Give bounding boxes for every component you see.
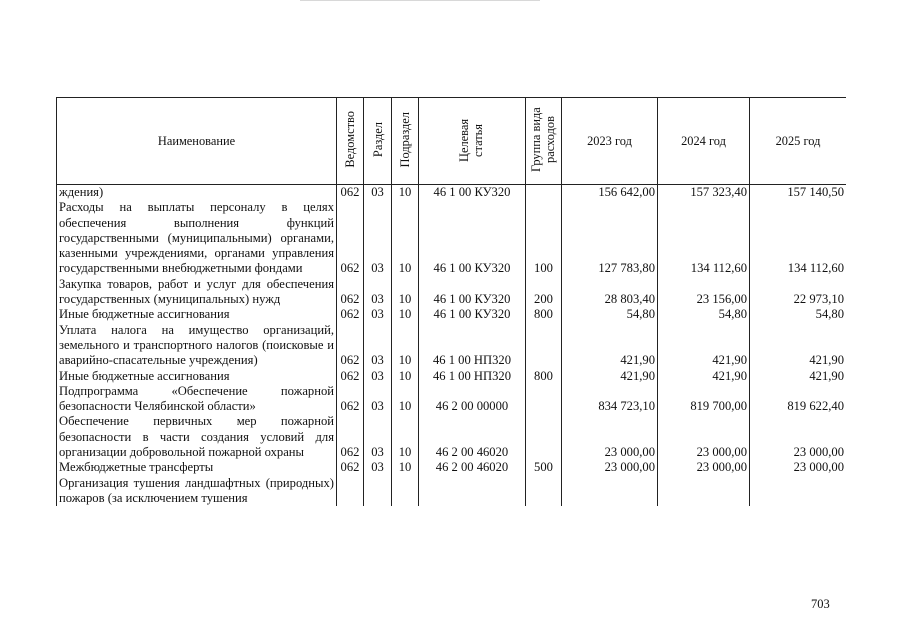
table-row — [57, 277, 847, 308]
cell-2024 — [658, 476, 750, 507]
cell-name: Уплата налога на имущество организаций, земельного и транспортного налогов (поисковые и аварийно-спасательные учреждения) — [57, 323, 337, 369]
budget-table-container — [56, 97, 846, 585]
cell-name: Межбюджетные трансферты — [57, 460, 337, 475]
scan-artifact-line — [300, 0, 540, 1]
cell-dept: 062 — [337, 414, 364, 460]
header-section: Раздел — [364, 98, 392, 185]
cell-group — [526, 414, 562, 460]
cell-name: Обеспечение первичных мер пожарной безопасности в части создания условий для организации добровольной пожарной охраны — [57, 414, 337, 460]
cell-group — [526, 185, 562, 201]
budget-table — [56, 97, 846, 506]
cell-target: 46 1 00 КУ320 — [419, 307, 526, 322]
cell-subsection: 10 — [392, 414, 419, 460]
cell-group: 800 — [526, 369, 562, 384]
cell-2023: 156 642,00 — [562, 185, 658, 201]
cell-name: Закупка товаров, работ и услуг для обеспечения государственных (муниципальных) нужд — [57, 277, 337, 308]
page-number: 703 — [811, 597, 830, 611]
cell-section: 03 — [364, 369, 392, 384]
cell-subsection: 10 — [392, 369, 419, 384]
cell-group: 200 — [526, 277, 562, 308]
table-body — [57, 185, 847, 507]
cell-subsection: 10 — [392, 307, 419, 322]
header-2025: 2025 год — [750, 98, 847, 185]
cell-dept: 062 — [337, 185, 364, 201]
cell-2023: 127 783,80 — [562, 200, 658, 276]
cell-2023: 23 000,00 — [562, 460, 658, 475]
cell-subsection — [392, 476, 419, 507]
cell-2023: 421,90 — [562, 369, 658, 384]
cell-section: 03 — [364, 277, 392, 308]
cell-2025 — [750, 476, 847, 507]
cell-target — [419, 476, 526, 507]
cell-name: Подпрограмма «Обеспечение пожарной безопасности Челябинской области» — [57, 384, 337, 415]
cell-name: Расходы на выплаты персоналу в целях обеспечения выполнения функций государственными (муниципальными) органами, казенными учреждениями, органами управления государственными внебюджетными фондами — [57, 200, 337, 276]
cell-2025: 819 622,40 — [750, 384, 847, 415]
cell-group — [526, 323, 562, 369]
table-row — [57, 414, 847, 460]
cell-section: 03 — [364, 323, 392, 369]
cell-target: 46 1 00 КУ320 — [419, 200, 526, 276]
cell-2024: 134 112,60 — [658, 200, 750, 276]
cell-2024: 819 700,00 — [658, 384, 750, 415]
cell-2023: 23 000,00 — [562, 414, 658, 460]
cell-dept: 062 — [337, 384, 364, 415]
cell-2024: 421,90 — [658, 323, 750, 369]
cell-2024: 421,90 — [658, 369, 750, 384]
cell-2023 — [562, 476, 658, 507]
cell-section: 03 — [364, 185, 392, 201]
cell-2025: 54,80 — [750, 307, 847, 322]
cell-subsection: 10 — [392, 384, 419, 415]
cell-target: 46 2 00 46020 — [419, 460, 526, 475]
cell-target: 46 2 00 00000 — [419, 384, 526, 415]
cell-dept: 062 — [337, 307, 364, 322]
cell-subsection: 10 — [392, 185, 419, 201]
header-2023: 2023 год — [562, 98, 658, 185]
cell-target: 46 2 00 46020 — [419, 414, 526, 460]
cell-2025: 421,90 — [750, 323, 847, 369]
cell-2023: 421,90 — [562, 323, 658, 369]
cell-target: 46 1 00 КУ320 — [419, 185, 526, 201]
cell-section: 03 — [364, 384, 392, 415]
table-row — [57, 460, 847, 475]
cell-2025: 23 000,00 — [750, 414, 847, 460]
table-row — [57, 323, 847, 369]
cell-2024: 23 000,00 — [658, 460, 750, 475]
header-subsection: Подраздел — [392, 98, 419, 185]
cell-section: 03 — [364, 307, 392, 322]
cell-dept: 062 — [337, 323, 364, 369]
cell-2024: 157 323,40 — [658, 185, 750, 201]
table-header-row — [57, 98, 847, 185]
cell-section: 03 — [364, 414, 392, 460]
table-row — [57, 185, 847, 201]
table-row — [57, 307, 847, 322]
cell-name: Иные бюджетные ассигнования — [57, 307, 337, 322]
cell-group: 100 — [526, 200, 562, 276]
header-target: Целевая статья — [419, 98, 526, 185]
cell-2024: 54,80 — [658, 307, 750, 322]
cell-name: ждения) — [57, 185, 337, 201]
cell-dept: 062 — [337, 200, 364, 276]
cell-dept: 062 — [337, 369, 364, 384]
cell-2025: 23 000,00 — [750, 460, 847, 475]
cell-group — [526, 476, 562, 507]
cell-dept — [337, 476, 364, 507]
table-row — [57, 200, 847, 276]
cell-2024: 23 000,00 — [658, 414, 750, 460]
header-name: Наименование — [57, 98, 337, 185]
table-row — [57, 476, 847, 507]
cell-group — [526, 384, 562, 415]
cell-2025: 22 973,10 — [750, 277, 847, 308]
cell-dept: 062 — [337, 277, 364, 308]
cell-group: 800 — [526, 307, 562, 322]
cell-name: Иные бюджетные ассигнования — [57, 369, 337, 384]
cell-section — [364, 476, 392, 507]
cell-target: 46 1 00 НП320 — [419, 323, 526, 369]
cell-subsection: 10 — [392, 277, 419, 308]
table-row — [57, 384, 847, 415]
cell-section: 03 — [364, 200, 392, 276]
cell-subsection: 10 — [392, 323, 419, 369]
cell-2023: 834 723,10 — [562, 384, 658, 415]
cell-2025: 134 112,60 — [750, 200, 847, 276]
cell-subsection: 10 — [392, 460, 419, 475]
cell-2023: 28 803,40 — [562, 277, 658, 308]
cell-target: 46 1 00 НП320 — [419, 369, 526, 384]
cell-subsection: 10 — [392, 200, 419, 276]
cell-2023: 54,80 — [562, 307, 658, 322]
cell-target: 46 1 00 КУ320 — [419, 277, 526, 308]
cell-2024: 23 156,00 — [658, 277, 750, 308]
cell-2025: 421,90 — [750, 369, 847, 384]
header-dept: Ведомство — [337, 98, 364, 185]
cell-group: 500 — [526, 460, 562, 475]
header-group: Группа вида расходов — [526, 98, 562, 185]
cell-2025: 157 140,50 — [750, 185, 847, 201]
table-row — [57, 369, 847, 384]
header-2024: 2024 год — [658, 98, 750, 185]
cell-name: Организация тушения ландшафтных (природных) пожаров (за исключением тушения — [57, 476, 337, 507]
cell-dept: 062 — [337, 460, 364, 475]
cell-section: 03 — [364, 460, 392, 475]
